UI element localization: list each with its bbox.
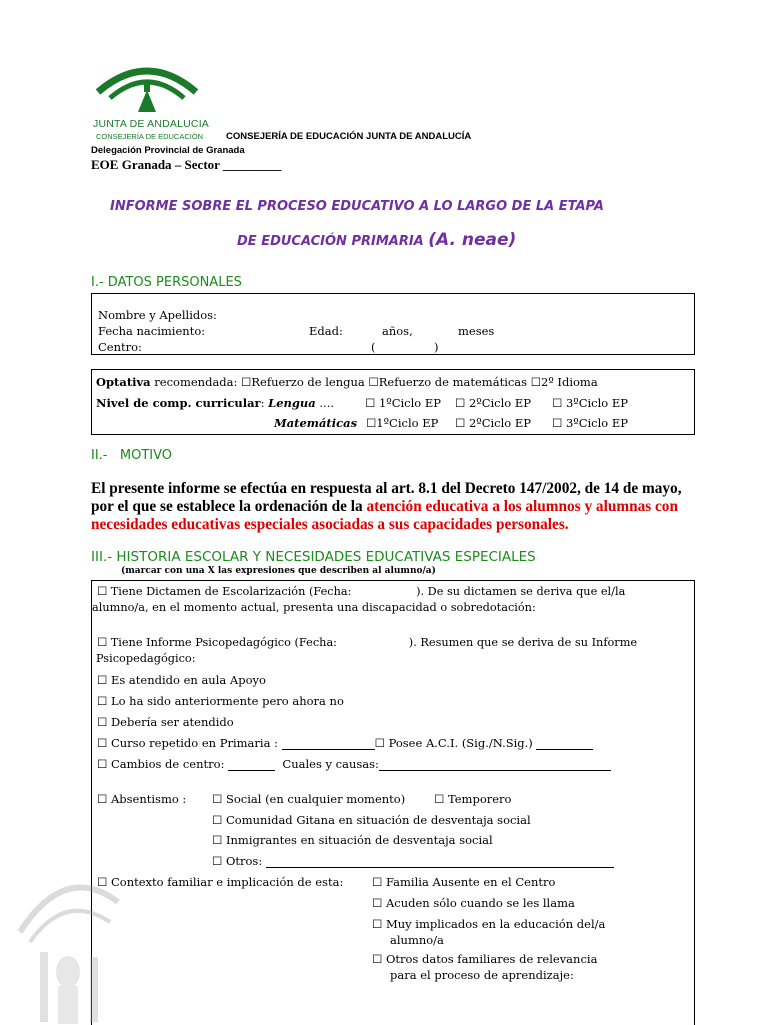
historia-box [91, 580, 695, 1025]
title-text: DE EDUCACIÓN PRIMARIA [237, 234, 424, 249]
matematicas-ciclo1-checkbox[interactable]: ☐1ºCiclo EP [366, 416, 439, 430]
matematicas-ciclo2-checkbox[interactable]: ☐ 2ºCiclo EP [455, 416, 531, 430]
anteriormente-checkbox[interactable]: ☐ Lo ha sido anteriormente pero ahora no [97, 694, 344, 708]
segundo-idioma-checkbox[interactable]: ☐2º Idioma [530, 375, 598, 389]
anos-label: años, [382, 324, 413, 338]
deberia-atendido-checkbox[interactable]: ☐ Debería ser atendido [97, 715, 234, 729]
causas-label: Cuales y causas: [275, 757, 379, 771]
section-datos-personales: I.- DATOS PERSONALES [91, 275, 242, 290]
otros-datos-text: para el proceso de aprendizaje: [390, 968, 574, 982]
title-neae: (A. neae) [428, 230, 517, 250]
absentismo-social-checkbox[interactable]: ☐ Social (en cualquier momento) [212, 792, 406, 806]
optativa-label: Optativa [96, 375, 151, 389]
lengua-dots: .... [315, 396, 335, 410]
motivo-text: El presente informe se efectúa en respuesta al art. 8.1 del Decreto 147/2002, de 14 de mayo, por el que se establece la ordenación de la [91, 480, 682, 515]
informe-psicopedagogico-checkbox[interactable]: ☐ Tiene Informe Psicopedagógico (Fecha: ). Resumen que se deriva de su Informe [97, 636, 638, 649]
muy-implicados-text: alumno/a [390, 933, 444, 947]
lengua-ciclo3-checkbox[interactable]: ☐ 3ºCiclo EP [552, 396, 628, 410]
section-motivo: II.- MOTIVO [91, 448, 173, 463]
curso-repetido-checkbox[interactable]: ☐ Curso repetido en Primaria : [97, 736, 282, 750]
lengua-label: Lengua [268, 396, 316, 410]
refuerzo-lengua-checkbox[interactable]: ☐Refuerzo de lengua [241, 375, 369, 389]
comunidad-gitana-checkbox[interactable]: ☐ Comunidad Gitana en situación de desventaja social [212, 813, 531, 827]
cambios-line[interactable] [228, 770, 275, 771]
informe-text: Psicopedagógico: [96, 652, 196, 665]
matematicas-ciclo3-checkbox[interactable]: ☐ 3ºCiclo EP [552, 416, 628, 430]
lengua-ciclo2-checkbox[interactable]: ☐ 2ºCiclo EP [455, 396, 531, 410]
absentismo-temporero-checkbox[interactable]: ☐ Temporero [434, 792, 512, 806]
recomendada-label: recomendada: [150, 375, 242, 389]
contexto-familiar-checkbox[interactable]: ☐ Contexto familiar e implicación de esta: [97, 875, 344, 889]
muy-implicados-checkbox[interactable]: ☐ Muy implicados en la educación del/a [372, 917, 606, 931]
otros-checkbox[interactable]: ☐ Otros: [212, 854, 266, 868]
otros-row [212, 854, 614, 868]
instructions-note: (marcar con una X las expresiones que describen al alumno/a) [121, 566, 436, 576]
nivel-colon: : [260, 396, 269, 410]
otros-datos-checkbox[interactable]: ☐ Otros datos familiares de relevancia [372, 952, 598, 966]
motivo-highlight: atención educativa a los alumnos y alumnas con necesidades educativas especiales asociadas a sus capacidades personales. [91, 498, 678, 533]
matematicas-label [274, 416, 357, 430]
lengua-ciclo1-checkbox[interactable]: ☐ 1ºCiclo EP [365, 396, 441, 410]
causas-line[interactable] [379, 770, 611, 771]
acuden-llama-checkbox[interactable]: ☐ Acuden sólo cuando se les llama [372, 896, 575, 910]
dictamen-text: alumno/a, en el momento actual, presenta una discapacidad o sobredotación: [92, 601, 536, 614]
aci-line[interactable] [536, 749, 593, 750]
cambios-centro-checkbox[interactable]: ☐ Cambios de centro: [97, 757, 229, 771]
nombre-label: Nombre y Apellidos: [98, 308, 217, 322]
nivel-label: Nivel de comp. curricular [96, 396, 261, 410]
motivo-paragraph [91, 480, 701, 534]
curso-repetido-line[interactable] [282, 749, 375, 750]
refuerzo-matematicas-checkbox[interactable]: ☐Refuerzo de matemáticas [368, 375, 531, 389]
consejeria-heading: CONSEJERÍA DE EDUCACIÓN JUNTA DE ANDALUCÍA [226, 131, 472, 142]
optativa-box [91, 369, 695, 435]
datos-personales-box [91, 293, 695, 355]
delegacion-heading: Delegación Provincial de Granada [91, 145, 245, 156]
andalucia-emblem-watermark [10, 862, 120, 1024]
centro-label: Centro: [98, 340, 142, 354]
optativa-row [96, 375, 598, 389]
eoe-sector: EOE Granada – Sector _________ [91, 157, 282, 172]
dictamen-checkbox[interactable]: ☐ Tiene Dictamen de Escolarización (Fecha: ). De su dictamen se deriva que el/la [97, 585, 626, 598]
familia-ausente-checkbox[interactable]: ☐ Familia Ausente en el Centro [372, 875, 556, 889]
aula-apoyo-checkbox[interactable]: ☐ Es atendido en aula Apoyo [97, 673, 266, 687]
inmigrantes-checkbox[interactable]: ☐ Inmigrantes en situación de desventaja social [212, 833, 493, 847]
curso-repetido-row [97, 736, 593, 750]
otros-line[interactable] [266, 867, 614, 868]
document-title-line1: INFORME SOBRE EL PROCESO EDUCATIVO A LO LARGO DE LA ETAPA [110, 199, 604, 214]
logo-text: JUNTA DE ANDALUCIA [93, 118, 210, 130]
meses-label: meses [458, 324, 495, 338]
logo-subtext: CONSEJERÍA DE EDUCACIÓN [96, 132, 204, 141]
matematicas-text: Matemáticas [274, 416, 358, 430]
nivel-row [96, 396, 334, 410]
aci-checkbox[interactable]: ☐ Posee A.C.I. (Sig./N.Sig.) [374, 736, 537, 750]
centro-paren: ( ) [371, 340, 439, 354]
document-title-line2 [237, 230, 516, 250]
cambios-centro-row [97, 757, 611, 771]
edad-label: Edad: [309, 324, 343, 338]
fecha-nacimiento-label: Fecha nacimiento: [98, 324, 206, 338]
absentismo-checkbox[interactable]: ☐ Absentismo : [97, 792, 187, 806]
section-historia-escolar: III.- HISTORIA ESCOLAR Y NECESIDADES EDUCATIVAS ESPECIALES [91, 549, 536, 565]
